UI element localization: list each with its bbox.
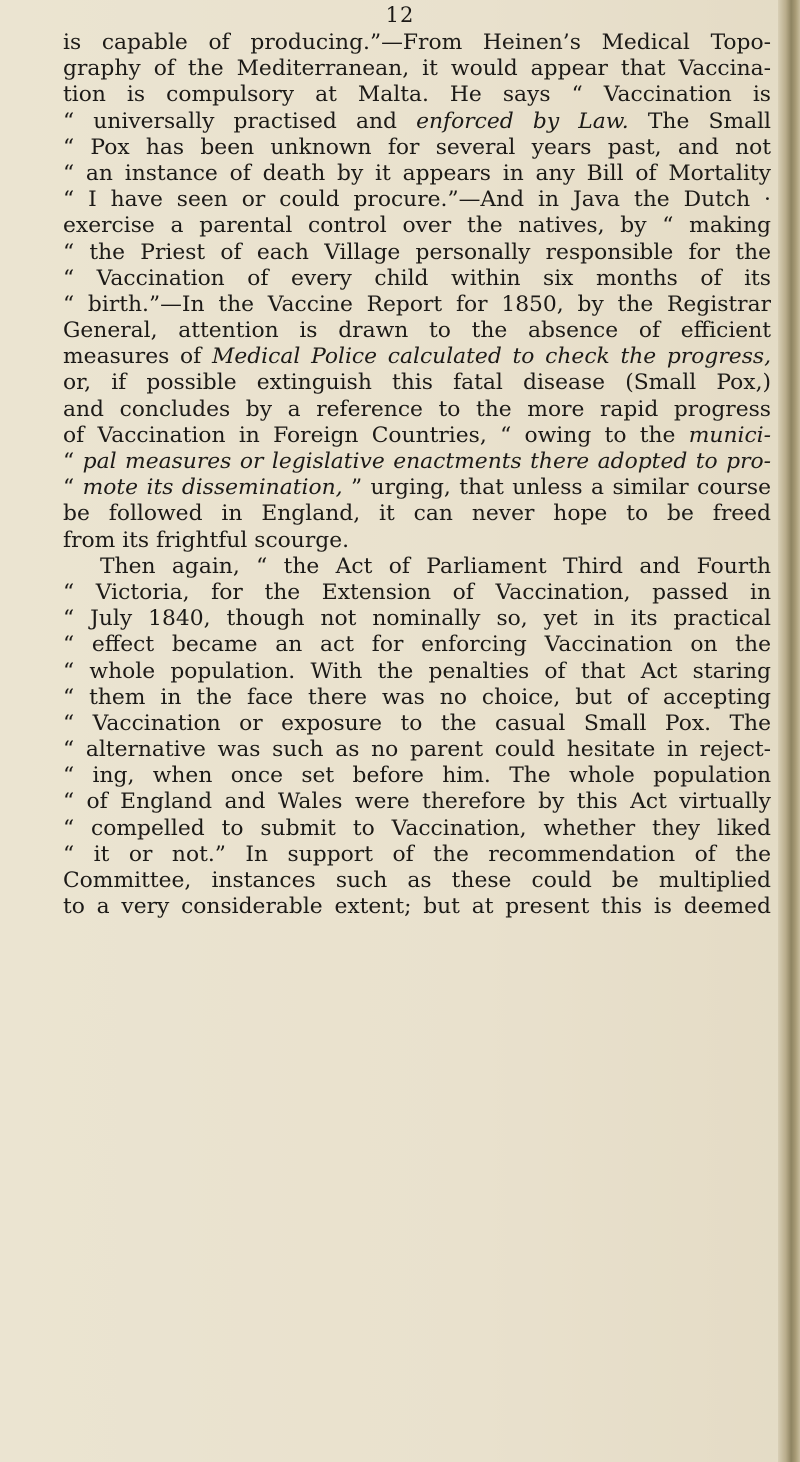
text-segment: “ whole population. With the penalties of that Act staring — [63, 658, 771, 684]
text-segment: “ — [63, 449, 83, 474]
text-line — [63, 109, 771, 135]
text-segment: Committee, instances such as these could be multiplied — [63, 868, 771, 893]
italic-text: munici- — [688, 422, 771, 448]
text-segment: from its frightful scourge. — [63, 527, 350, 553]
text-line — [63, 685, 771, 711]
body-text — [63, 30, 771, 920]
text-segment: “ Vaccination of every child within six months of its — [63, 265, 771, 291]
text-line — [63, 894, 771, 920]
text-segment: ” urging, that unless a similar course — [342, 475, 771, 501]
text-line — [63, 161, 771, 187]
text-line — [63, 763, 771, 789]
text-segment: is capable of producing.”—From Heinen’s Medical Topo- — [63, 30, 771, 55]
text-segment: “ it or not.” In support of the recommendation of the — [63, 841, 771, 867]
text-segment: and concludes by a reference to the more rapid progress — [63, 396, 771, 422]
text-segment: to a very considerable extent; but at present this is deemed — [63, 894, 771, 920]
text-segment: The Small — [628, 108, 771, 134]
text-segment: “ Victoria, for the Extension of Vaccination, passed in — [63, 579, 771, 605]
text-line — [63, 789, 771, 815]
text-line — [63, 868, 771, 894]
text-segment: “ — [63, 475, 83, 501]
text-line — [63, 475, 771, 501]
text-line — [63, 292, 771, 318]
text-line — [63, 737, 771, 763]
text-segment: “ Vaccination or exposure to the casual Small Pox. The — [63, 710, 771, 736]
text-line — [63, 842, 771, 868]
text-segment: measures of — [63, 344, 212, 370]
text-segment: exercise a parental control over the natives, by “ making — [63, 213, 771, 239]
text-line — [63, 56, 771, 82]
text-segment: “ I have seen or could procure.”—And in Java the Dutch · — [63, 187, 771, 213]
text-segment: “ effect became an act for enforcing Vaccination on the — [63, 632, 771, 658]
text-segment: or, if possible extinguish this fatal disease (Small Pox,) — [63, 370, 771, 396]
text-segment: General, attention is drawn to the absence of efficient — [63, 318, 771, 344]
text-segment: “ them in the face there was no choice, but of accepting — [63, 684, 771, 710]
text-line — [63, 344, 771, 370]
text-segment: “ alternative was such as no parent could hesitate in reject- — [63, 737, 771, 763]
text-segment: of Vaccination in Foreign Countries, “ owing to the — [63, 422, 689, 448]
text-line — [63, 82, 771, 108]
text-line — [63, 501, 771, 527]
text-segment: “ compelled to submit to Vaccination, whether they liked — [63, 815, 771, 841]
text-line — [63, 606, 771, 632]
text-line — [63, 30, 771, 56]
italic-text: Medical Police calculated to check the progress, — [212, 344, 771, 370]
text-segment: “ universally practised and — [63, 108, 417, 134]
text-segment: Then again, “ the Act of Parliament Third and Fourth — [100, 553, 771, 579]
text-segment: “ ing, when once set before him. The whole population — [63, 763, 771, 789]
text-line — [63, 318, 771, 344]
text-line — [63, 240, 771, 266]
text-segment: graphy of the Mediterranean, it would appear that Vaccina- — [63, 56, 771, 82]
page-number: 12 — [385, 3, 415, 27]
text-line — [63, 423, 771, 449]
text-line — [63, 135, 771, 161]
text-line — [63, 659, 771, 685]
text-line — [63, 213, 771, 239]
text-line — [63, 711, 771, 737]
text-segment: “ Pox has been unknown for several years past, and not — [63, 134, 771, 160]
text-segment: “ July 1840, though not nominally so, yet in its practical — [63, 606, 771, 632]
text-line — [63, 554, 771, 580]
text-line — [63, 397, 771, 423]
italic-text: pal measures or legislative enactments there adopted to pro- — [82, 449, 771, 474]
text-line — [63, 370, 771, 396]
text-segment: be followed in England, it can never hope to be freed — [63, 501, 771, 527]
italic-text: enforced by Law. — [416, 108, 629, 134]
page-edge-shadow — [778, 0, 800, 1462]
text-line — [63, 528, 771, 554]
italic-text: mote its dissemination, — [82, 475, 343, 501]
text-segment: “ of England and Wales were therefore by this Act virtually — [63, 789, 771, 815]
text-line — [63, 816, 771, 842]
text-line — [63, 449, 771, 475]
text-line — [63, 266, 771, 292]
text-line — [63, 187, 771, 213]
text-line — [63, 580, 771, 606]
text-segment: “ birth.”—In the Vaccine Report for 1850, by the Registrar — [63, 291, 771, 317]
text-segment: “ an instance of death by it appears in any Bill of Mortality — [63, 160, 771, 186]
text-segment: “ the Priest of each Village personally responsible for the — [63, 239, 771, 265]
text-segment: tion is compulsory at Malta. He says “ Vaccination is — [63, 82, 771, 108]
text-line — [63, 632, 771, 658]
